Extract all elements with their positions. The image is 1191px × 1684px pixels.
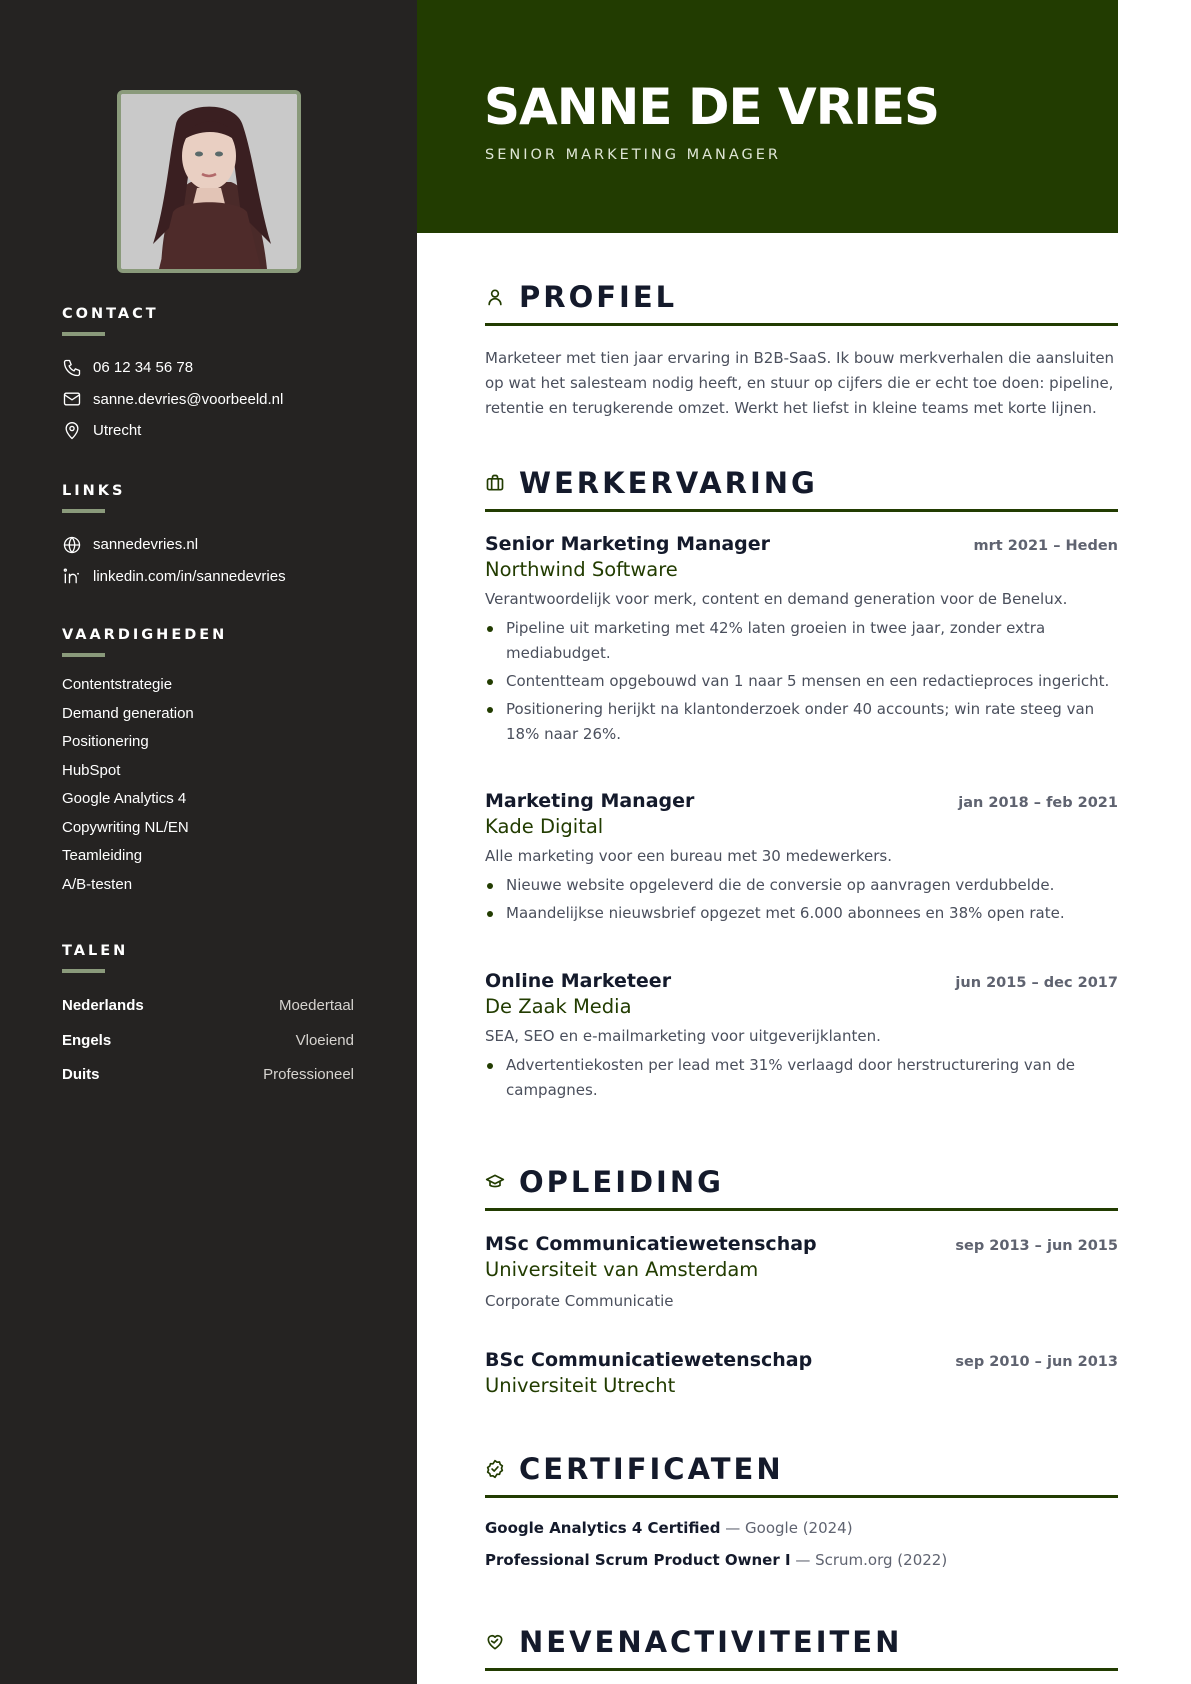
certificates-section [485, 1449, 1118, 1576]
certificate-item [485, 1512, 1118, 1544]
job-bullet: Maandelijkse nieuwsbrief opgezet met 6.000 abonnees en 38% open rate. [485, 901, 1118, 926]
contact-email[interactable] [62, 384, 362, 416]
skills-heading: VAARDIGHEDEN [62, 627, 228, 643]
language-name: Nederlands [62, 997, 144, 1014]
job-bullets [485, 873, 1118, 926]
phone-icon [62, 358, 82, 378]
languages-section [62, 943, 362, 1093]
language-row [62, 989, 354, 1024]
job-bullet: Advertentiekosten per lead met 31% verlaagd door herstructurering van de campagnes. [485, 1053, 1118, 1103]
side-activities-heading: NEVENACTIVITEITEN [519, 1625, 903, 1659]
person-role: SENIOR MARKETING MANAGER [485, 147, 781, 163]
certificate-separator: — [725, 1519, 746, 1537]
certificate-name: Google Analytics 4 Certified [485, 1519, 721, 1537]
contact-email-text: sanne.devries@voorbeeld.nl [93, 390, 284, 408]
profile-photo [117, 90, 301, 273]
certificates-list [485, 1512, 1118, 1576]
experience-title [485, 463, 1118, 503]
certificate-name: Professional Scrum Product Owner I [485, 1551, 791, 1569]
certificate-issuer: Google (2024) [745, 1519, 853, 1537]
job-bullets [485, 1053, 1118, 1103]
education-school: Universiteit Utrecht [485, 1374, 676, 1397]
language-row [62, 1058, 354, 1093]
experience-heading: WERKERVARING [519, 466, 818, 500]
badge-check-icon [485, 1459, 505, 1479]
linkedin-icon [62, 566, 82, 586]
skill-item: HubSpot [62, 761, 121, 779]
globe-icon [62, 535, 82, 555]
job-dates: jun 2015 – dec 2017 [955, 975, 1118, 991]
location-pin-icon [62, 421, 82, 441]
language-level: Vloeiend [295, 1031, 354, 1049]
contact-heading: CONTACT [62, 306, 159, 322]
job-company: Northwind Software [485, 558, 678, 581]
link-website[interactable] [62, 529, 362, 561]
profile-section [485, 277, 1118, 421]
job-bullet: Positionering herijkt na klantonderzoek onder 40 accounts; win rate steeg van 18% naar 26%. [485, 697, 1118, 747]
contact-heading-rule [62, 332, 105, 336]
education-entry [485, 1233, 1118, 1310]
education-degree: MSc Communicatiewetenschap [485, 1233, 817, 1255]
contact-location [62, 415, 362, 447]
job-bullet: Contentteam opgebouwd van 1 naar 5 mensen en een redactieproces ingericht. [485, 669, 1118, 694]
job-title: Online Marketeer [485, 970, 672, 992]
skills-heading-rule [62, 653, 105, 657]
job-company: De Zaak Media [485, 995, 632, 1018]
certificates-title [485, 1449, 1118, 1489]
job-description: Alle marketing voor een bureau met 30 medewerkers. [485, 847, 892, 865]
education-heading: OPLEIDING [519, 1165, 724, 1199]
skills-list [62, 671, 362, 899]
education-degree: BSc Communicatiewetenschap [485, 1349, 813, 1371]
contact-phone[interactable] [62, 352, 362, 384]
job-bullet: Pipeline uit marketing met 42% laten groeien in twee jaar, zonder extra mediabudget. [485, 616, 1118, 666]
language-name: Engels [62, 1031, 112, 1049]
education-entry [485, 1349, 1118, 1397]
job-company: Kade Digital [485, 815, 604, 838]
skill-item: Demand generation [62, 704, 194, 722]
job-description: SEA, SEO en e-mailmarketing voor uitgeverijklanten. [485, 1027, 881, 1045]
job-dates: mrt 2021 – Heden [973, 538, 1118, 554]
sidebar [0, 0, 417, 1684]
education-section [485, 1162, 1118, 1211]
skill-item: Copywriting NL/EN [62, 818, 189, 836]
certificate-separator: — [795, 1551, 816, 1569]
job-entry [485, 790, 1118, 929]
contact-phone-text: 06 12 34 56 78 [93, 359, 194, 377]
link-website-text: sannedevries.nl [93, 536, 199, 554]
profile-heading: PROFIEL [519, 280, 678, 314]
certificates-heading: CERTIFICATEN [519, 1452, 784, 1486]
languages-list [62, 989, 354, 1093]
name-header [417, 0, 1118, 233]
links-heading: LINKS [62, 483, 126, 499]
profile-text: Marketeer met tien jaar ervaring in B2B-SaaS. Ik bouw merkverhalen die aansluiten op wat het salesteam nodig heeft, en stuur op cijfers die er echt toe doen: pipeline, retentie en terugkerende omzet. Werkt het liefst in kleine teams met korte lijnen. [485, 349, 1115, 417]
education-dates: sep 2010 – jun 2013 [955, 1354, 1118, 1370]
job-title: Senior Marketing Manager [485, 533, 771, 555]
certificate-issuer: Scrum.org (2022) [815, 1551, 948, 1569]
portrait-illustration [121, 94, 297, 269]
contact-list [62, 352, 362, 447]
profile-title [485, 277, 1118, 317]
person-icon [485, 287, 505, 307]
links-heading-rule [62, 509, 105, 513]
profile-rule [485, 323, 1118, 326]
side-activities-section [485, 1622, 1118, 1671]
contact-section [62, 306, 362, 447]
job-title: Marketing Manager [485, 790, 695, 812]
job-description: Verantwoordelijk voor merk, content en demand generation voor de Benelux. [485, 590, 1068, 608]
languages-heading-rule [62, 969, 105, 973]
certificates-rule [485, 1495, 1118, 1498]
education-title [485, 1162, 1118, 1202]
language-row [62, 1024, 354, 1059]
link-linkedin-text: linkedin.com/in/sannedevries [93, 567, 286, 585]
language-name: Duits [62, 1066, 100, 1083]
mail-icon [62, 389, 82, 409]
certificate-item [485, 1544, 1118, 1576]
education-dates: sep 2013 – jun 2015 [955, 1238, 1118, 1254]
side-activities-title [485, 1622, 1118, 1662]
side-activities-rule [485, 1668, 1118, 1671]
skill-item: Positionering [62, 733, 149, 750]
contact-location-text: Utrecht [93, 422, 142, 440]
skill-item: Contentstrategie [62, 676, 173, 693]
skill-item: A/B-testen [62, 875, 133, 893]
job-dates: jan 2018 – feb 2021 [958, 795, 1118, 811]
experience-rule [485, 509, 1118, 512]
education-school: Universiteit van Amsterdam [485, 1258, 759, 1281]
experience-section [485, 463, 1118, 512]
heart-handshake-icon [485, 1632, 505, 1652]
job-entry [485, 533, 1118, 750]
skill-item: Google Analytics 4 [62, 790, 187, 807]
job-bullet: Nieuwe website opgeleverd die de conversie op aanvragen verdubbelde. [485, 873, 1118, 898]
links-section [62, 483, 362, 592]
education-detail: Corporate Communicatie [485, 1292, 674, 1310]
skills-section [62, 627, 362, 899]
languages-heading: TALEN [62, 943, 129, 959]
graduation-cap-icon [485, 1172, 505, 1192]
job-entry [485, 970, 1118, 1106]
language-level: Moedertaal [278, 997, 354, 1014]
links-list [62, 529, 362, 592]
job-bullets [485, 616, 1118, 747]
skill-item: Teamleiding [62, 847, 143, 864]
language-level: Professioneel [263, 1066, 354, 1083]
education-rule [485, 1208, 1118, 1211]
link-linkedin[interactable] [62, 561, 362, 593]
person-name: SANNE DE VRIES [484, 78, 939, 136]
briefcase-icon [485, 473, 505, 493]
